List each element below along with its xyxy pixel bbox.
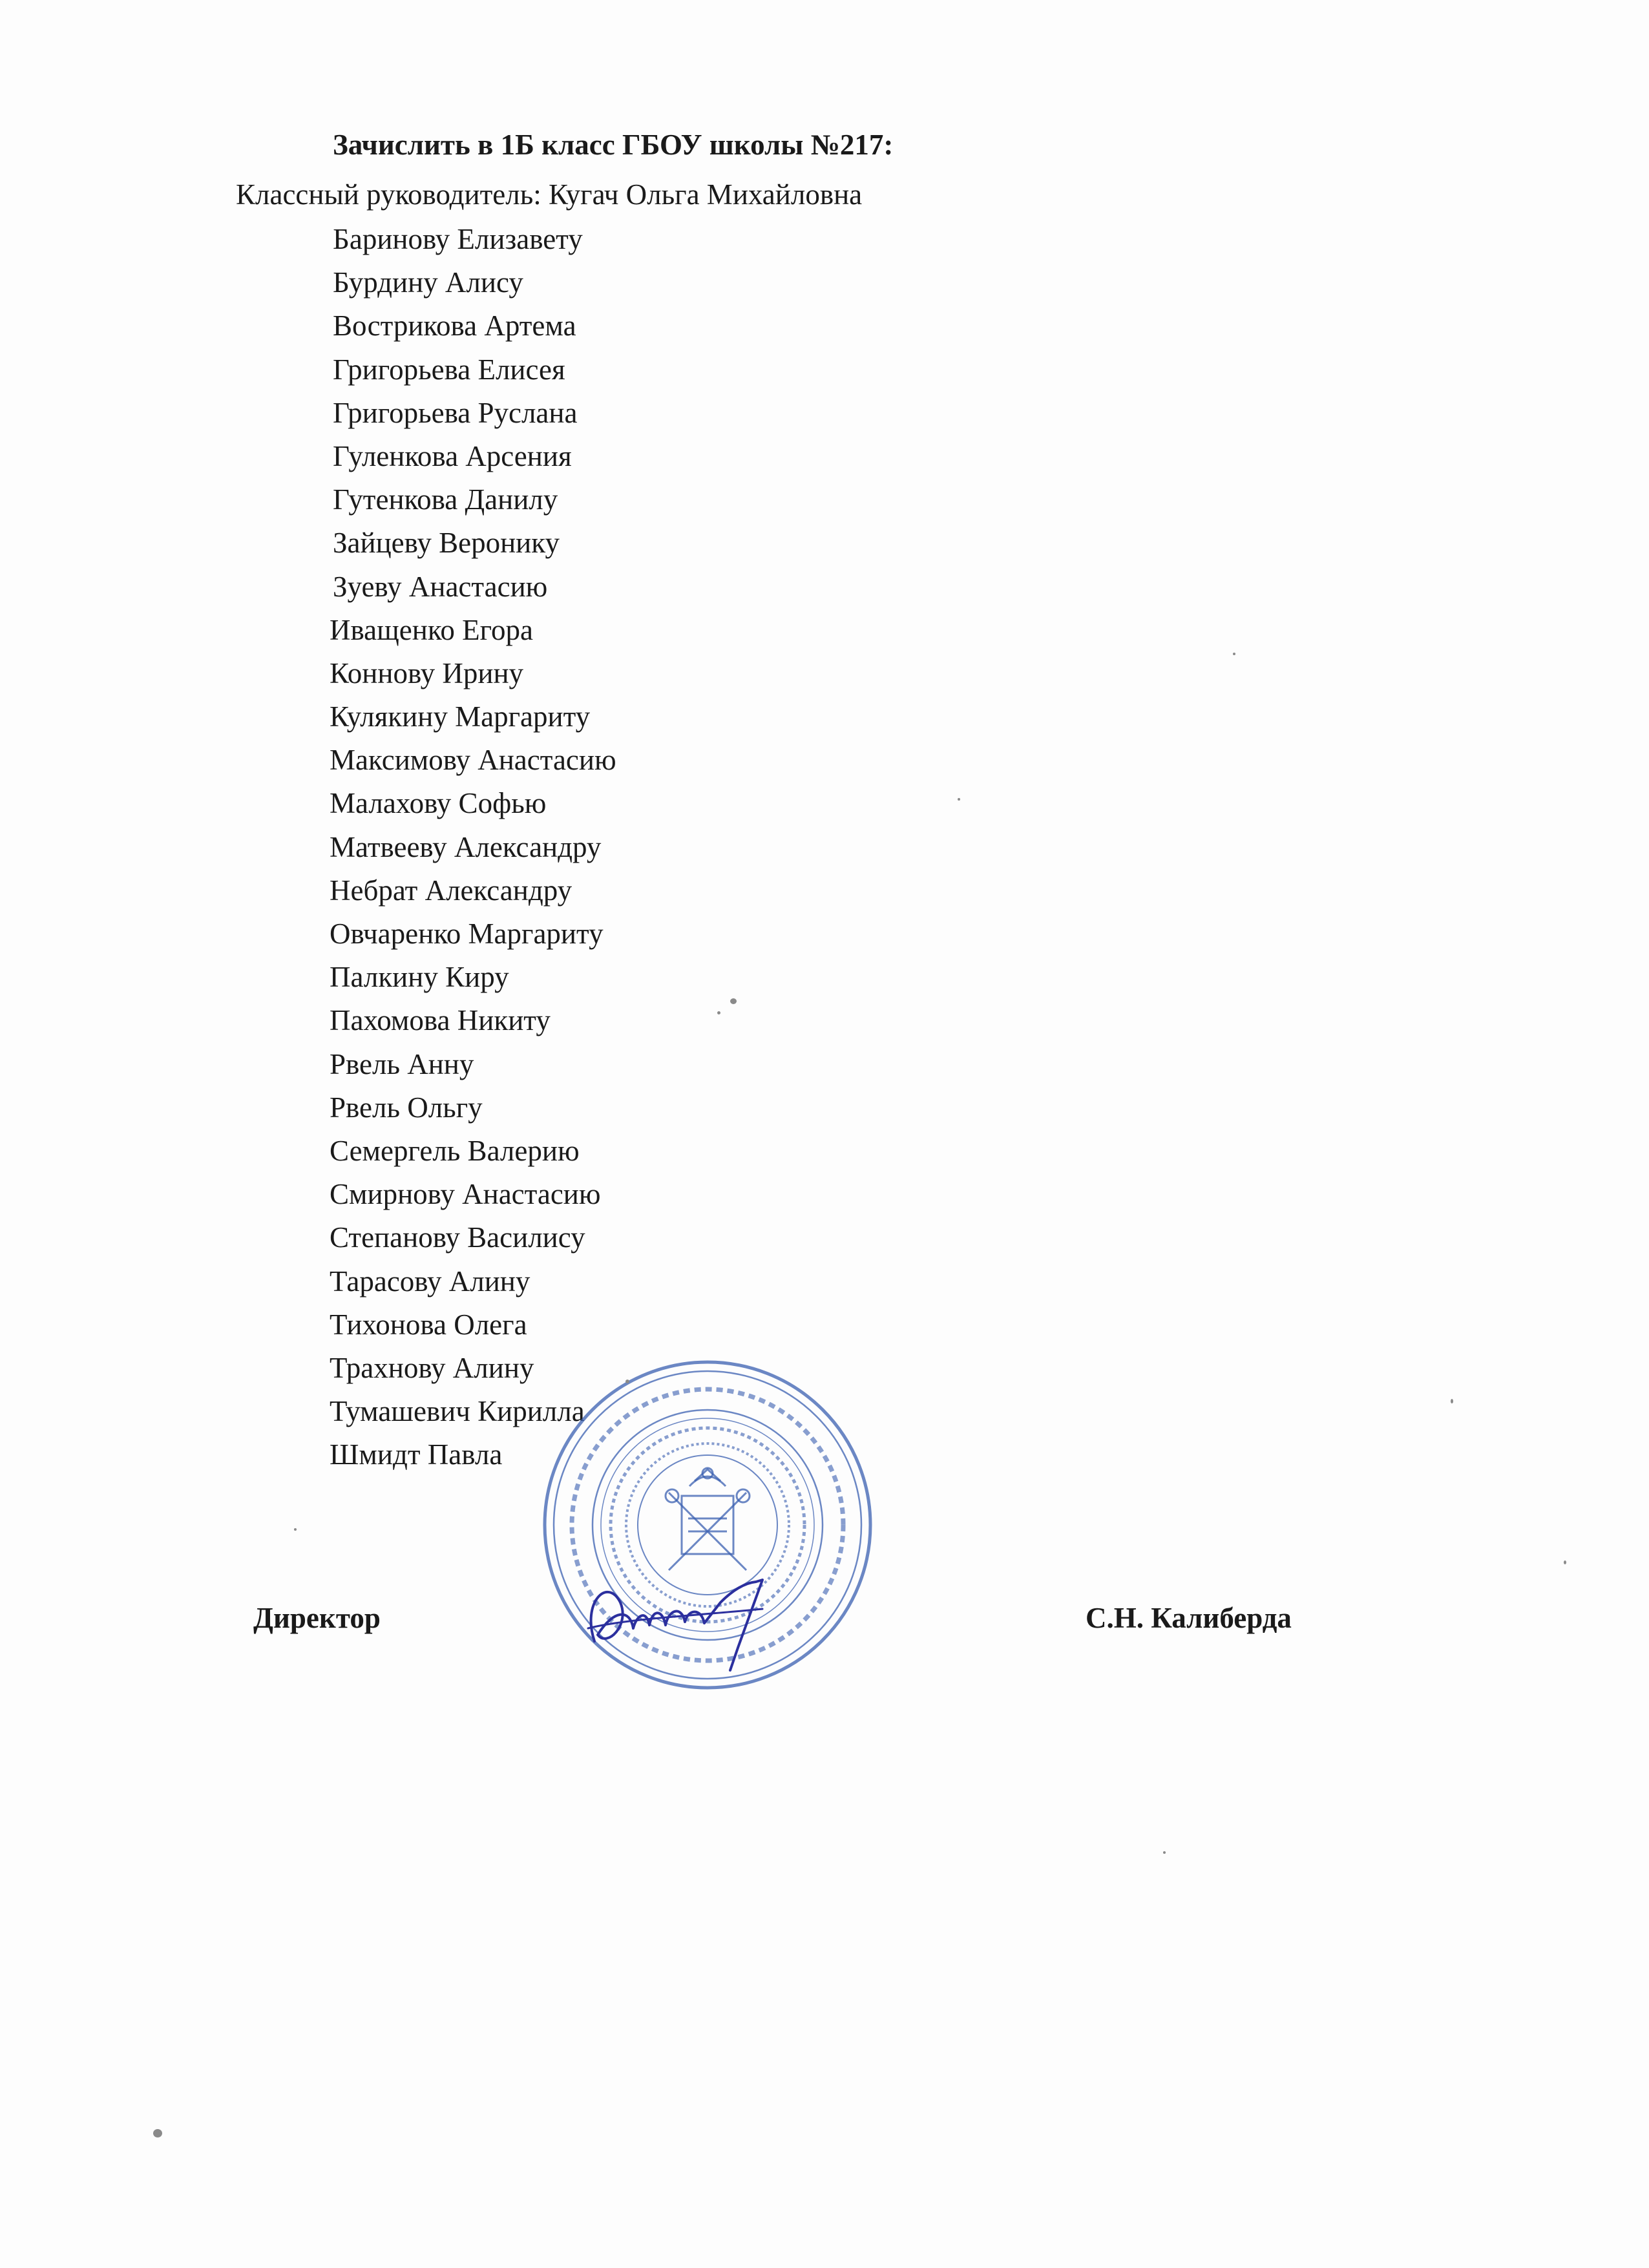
list-item-name: Рвель Ольгу [330,1091,483,1124]
document-title: Зачислить в 1Б класс ГБОУ школы №217: [333,129,894,161]
list-item-name: Бурдину Алису [333,266,523,299]
scan-speck [730,998,737,1004]
list-item-name: Зайцеву Веронику [333,527,560,560]
list-item [0,263,905,306]
list-item [0,1045,905,1088]
list-item-name: Степанову Василису [330,1221,585,1254]
list-item [0,394,905,437]
list-item-name: Малахову Софью [330,787,547,820]
list-item [0,611,905,654]
list-item-name: Трахнову Алину [330,1351,534,1384]
scan-speck [625,1380,629,1383]
list-item [0,828,905,871]
list-item-name: Вострикова Артема [333,310,576,342]
list-item-name: Гуленкова Арсения [333,439,572,472]
list-item [0,350,905,394]
list-item [0,1001,905,1044]
list-item [0,1262,905,1305]
list-item [0,1218,905,1261]
list-item-name: Кулякину Маргариту [330,700,591,733]
list-item [0,523,905,567]
scan-speck [717,1011,720,1014]
director-title: Директор [253,1602,381,1634]
list-item [0,1305,905,1349]
scan-speck [958,798,960,801]
list-item-name: Овчаренко Маргариту [330,918,604,950]
list-item-name: Максимову Анастасию [330,744,616,777]
list-item [0,784,905,827]
list-item-name: Гутенкова Данилу [333,483,558,516]
list-item-name: Шмидт Павла [330,1438,503,1471]
list-item [0,697,905,740]
list-item-name: Рвель Анну [330,1047,474,1080]
list-item-name: Небрат Александру [330,874,572,907]
list-item [0,567,905,611]
scan-speck [1163,1851,1166,1854]
list-item [0,1175,905,1218]
list-item-name: Смирнову Анастасию [330,1178,601,1211]
list-item [0,437,905,480]
list-item [0,1131,905,1175]
scan-speck [294,1528,297,1531]
list-item [0,740,905,784]
list-item-name: Пахомова Никиту [330,1004,551,1037]
list-item-name: Тарасову Алину [330,1265,530,1297]
list-item [0,480,905,523]
class-teacher-line: Классный руководитель: Кугач Ольга Михайловна [236,178,863,211]
list-item [0,220,905,263]
list-item-name: Григорьева Елисея [333,353,565,386]
list-item [0,1088,905,1131]
director-name: С.Н. Калиберда [1086,1602,1292,1634]
list-item [0,654,905,697]
list-item-name: Баринову Елизавету [333,223,583,255]
student-list [0,220,905,1478]
director-signature-icon [569,1564,788,1674]
list-item-name: Коннову Ирину [330,656,524,689]
list-item-name: Матвееву Александру [330,830,602,863]
list-item-name: Зуеву Анастасию [333,570,548,603]
list-item-name: Семергель Валерию [330,1134,580,1167]
list-item [0,958,905,1001]
scan-speck [1233,653,1235,655]
list-item [0,914,905,958]
scan-speck [1564,1560,1566,1564]
list-item-name: Иващенко Егора [330,613,533,646]
scan-speck [1451,1399,1453,1403]
list-item-name: Палкину Киру [330,961,509,994]
list-item [0,871,905,914]
list-item-name: Григорьева Руслана [333,396,578,429]
list-item-name: Тихонова Олега [330,1308,527,1341]
scan-speck [153,2129,162,2137]
list-item [0,306,905,350]
list-item-name: Тумашевич Кирилла [330,1395,585,1428]
